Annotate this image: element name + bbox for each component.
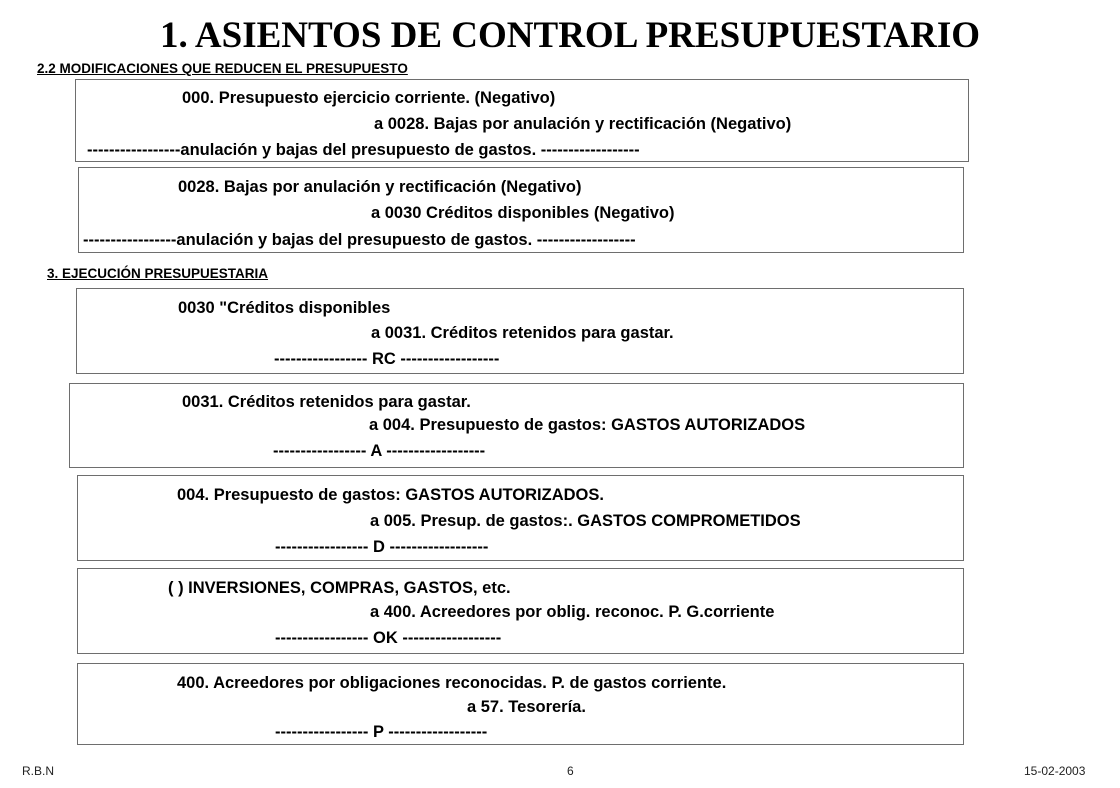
entry-box-4 (69, 383, 964, 468)
entry-note: -----------------anulación y bajas del presupuesto de gastos. ------------------ (87, 141, 640, 159)
entry-debit: 0031. Créditos retenidos para gastar. (182, 393, 471, 411)
entry-note: ----------------- OK ------------------ (275, 629, 502, 647)
entry-credit: a 0031. Créditos retenidos para gastar. (371, 324, 674, 342)
entry-box-2 (78, 167, 964, 253)
section-heading-modificaciones: 2.2 MODIFICACIONES QUE REDUCEN EL PRESUPUESTO (37, 61, 408, 76)
entry-note: ----------------- A ------------------ (273, 442, 486, 460)
footer-author: R.B.N (22, 764, 55, 778)
entry-credit: a 004. Presupuesto de gastos: GASTOS AUTORIZADOS (369, 416, 806, 434)
entry-credit: a 0028. Bajas por anulación y rectificación (Negativo) (374, 115, 792, 133)
entry-debit: 004. Presupuesto de gastos: GASTOS AUTORIZADOS. (177, 486, 604, 504)
entry-box-5 (77, 475, 964, 561)
entry-box-1 (75, 79, 969, 162)
entry-box-7 (77, 663, 964, 745)
entry-note: ----------------- RC ------------------ (274, 350, 500, 368)
entry-box-3 (76, 288, 964, 374)
entry-debit: 0028. Bajas por anulación y rectificación (Negativo) (178, 178, 582, 196)
entry-credit: a 57. Tesorería. (467, 698, 586, 716)
section-heading-ejecucion: 3. EJECUCIÓN PRESUPUESTARIA (47, 266, 269, 281)
footer-page-number: 6 (567, 764, 574, 778)
entry-note: -----------------anulación y bajas del presupuesto de gastos. ------------------ (83, 231, 636, 249)
entry-note: ----------------- D ------------------ (275, 538, 489, 556)
page-title: 1. ASIENTOS DE CONTROL PRESUPUESTARIO (159, 15, 981, 56)
entry-debit: ( ) INVERSIONES, COMPRAS, GASTOS, etc. (168, 579, 511, 597)
entry-credit: a 0030 Créditos disponibles (Negativo) (371, 204, 675, 222)
entry-debit: 000. Presupuesto ejercicio corriente. (Negativo) (182, 89, 556, 107)
entry-box-6 (77, 568, 964, 654)
entry-note: ----------------- P ------------------ (275, 723, 488, 741)
entry-debit: 400. Acreedores por obligaciones reconocidas. P. de gastos corriente. (177, 674, 727, 692)
entry-credit: a 005. Presup. de gastos:. GASTOS COMPROMETIDOS (370, 512, 801, 530)
entry-credit: a 400. Acreedores por oblig. reconoc. P. G.corriente (370, 603, 775, 621)
entry-debit: 0030 "Créditos disponibles (178, 299, 391, 317)
footer-date: 15-02-2003 (1024, 764, 1086, 778)
